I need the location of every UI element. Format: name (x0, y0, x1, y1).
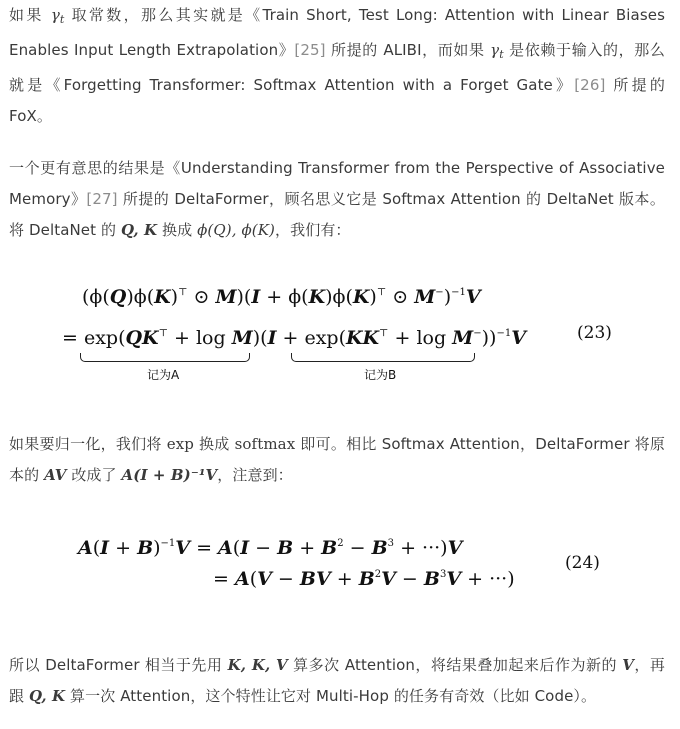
text: 所提的 DeltaFormer，顾名思义它是 Softmax Attention 的 DeltaNet 版本。将 DeltaNet 的 (9, 190, 665, 239)
citation-link[interactable]: [25] (294, 41, 326, 59)
underbrace-b-label: 记为B (364, 368, 397, 382)
math-kkv: K, K, V (227, 656, 288, 674)
math-phi-qk: ϕ(Q), ϕ(K) (197, 221, 276, 239)
math-gamma-t: $\gamma_t$ (50, 6, 65, 26)
text: 取常数，那么其实就是《Train Short, Test Long: Attention with Linear Biases Enables Input Length Extrapolation》 (9, 6, 665, 59)
text: 改成了 (66, 466, 122, 484)
text: 如果 (9, 6, 51, 24)
equation-24-line-2: = A(V − BV + $B^2V - B^3V$ + ···) (213, 568, 515, 590)
equation-number-24: (24) (565, 553, 600, 573)
underbrace-a (80, 353, 250, 362)
citation-link[interactable]: [27] (86, 190, 118, 208)
text: 所提的 FoX。 (9, 76, 665, 125)
paragraph-multihop (9, 650, 665, 712)
text: 如果要归一化，我们将 (9, 435, 167, 453)
underbrace-a-label: 记为A (147, 368, 180, 382)
math-a-inv-v: A(I + B)⁻¹V (121, 466, 218, 484)
text: ，我们有： (275, 221, 351, 239)
text: 所以 DeltaFormer 相当于先用 (9, 656, 228, 674)
paragraph-deltaformer (9, 153, 665, 246)
math-exp: exp (166, 435, 194, 453)
text: 算多次 Attention，将结果叠加起来后作为新的 (287, 656, 623, 674)
paragraph-normalization (9, 429, 665, 491)
underbrace-b (291, 353, 475, 362)
math-v: V (622, 656, 634, 674)
equation-24-line-1: $A(I + B)^{-1}V = A(I - B + B^2 - B^3 + \cdot\cdot\cdot)V$ (78, 537, 463, 559)
math-softmax: softmax (234, 435, 296, 453)
text: 一个更有意思的结果是《Understanding Transformer from the Perspective of Associative Memory》 (9, 159, 665, 208)
math-qk: Q, K (28, 687, 66, 705)
math-av: AV (44, 466, 67, 484)
text: 换成 (194, 435, 235, 453)
equation-23-line-2: = $\exp(QK^⊤ + \log M)(I + \exp(KK^⊤ + \log M^-))^{-1}V$ (62, 327, 526, 349)
math-qk: Q, K (120, 221, 158, 239)
citation-link[interactable]: [26] (574, 76, 606, 94)
text: 算一次 Attention，这个特性让它对 Multi-Hop 的任务有奇效（比如 Code）。 (65, 687, 597, 705)
equation-number-23: (23) (577, 323, 612, 343)
text: 是依赖于输入的，那么就是《Forgetting Transformer: Softmax Attention with a Forget Gate》 (9, 41, 665, 94)
paragraph-alibi-fox (9, 0, 665, 132)
math-gamma-t: $\gamma_t$ (490, 41, 504, 61)
equation-23-line-1: (ϕ(Q)ϕ(K)⊤ ⊙ M)(I + ϕ(K)ϕ(K)⊤ ⊙ M−)$^{-1}$V (82, 286, 481, 308)
text: ，注意到： (217, 466, 293, 484)
text: 所提的 ALIBI，而如果 (325, 41, 491, 59)
text: 即可。相比 Softmax Attention，DeltaFormer 将原本的 (9, 435, 665, 484)
text: ，再跟 (9, 656, 666, 705)
text: 换成 (157, 221, 198, 239)
